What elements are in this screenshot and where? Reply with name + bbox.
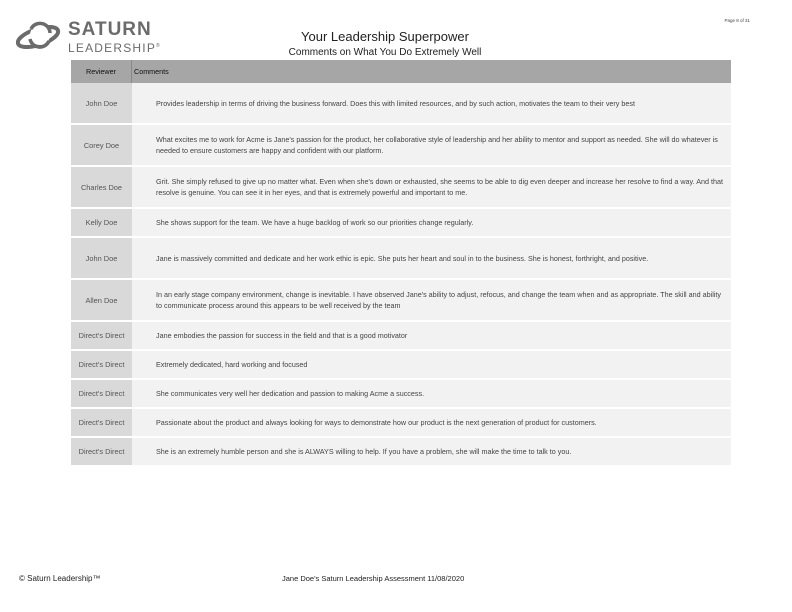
table-row — [71, 167, 731, 209]
reviewer-cell: Direct's Direct — [71, 322, 132, 351]
table-row — [71, 209, 731, 238]
reviewer-cell: John Doe — [71, 83, 132, 125]
page-number: Page 8 of 31 — [724, 18, 750, 23]
comment-cell: She communicates very well her dedication and passion to making Acme a success. — [132, 380, 731, 409]
footer-copyright: © Saturn Leadership™ — [19, 574, 101, 583]
reviewer-cell: Corey Doe — [71, 125, 132, 167]
reviewer-cell: Kelly Doe — [71, 209, 132, 238]
column-header-reviewer: Reviewer — [71, 60, 132, 83]
comment-cell: Passionate about the product and always looking for ways to demonstrate how our product is the next generation of product for customers. — [132, 409, 731, 438]
table-header-row — [71, 60, 731, 83]
reviewer-cell: Direct's Direct — [71, 409, 132, 438]
comment-cell: Jane is massively committed and dedicate and her work ethic is epic. She puts her heart and soul in to the business. She is honest, forthright, and positive. — [132, 238, 731, 280]
page-subtitle: Comments on What You Do Extremely Well — [288, 47, 482, 58]
page-heading — [200, 29, 570, 58]
reviewer-cell: Charles Doe — [71, 167, 132, 209]
reviewer-cell: Direct's Direct — [71, 380, 132, 409]
logo-wordmark-leadership: LEADERSHIP® — [68, 41, 161, 55]
column-header-comments: Comments — [132, 60, 731, 83]
reviewer-cell: Allen Doe — [71, 280, 132, 322]
comment-cell: Provides leadership in terms of driving the business forward. Does this with limited resources, and by such action, motivates the team to their very best — [132, 83, 731, 125]
table-row — [71, 238, 731, 280]
saturn-planet-icon — [16, 17, 66, 57]
reviewer-cell: John Doe — [71, 238, 132, 280]
comment-cell: In an early stage company environment, change is inevitable. I have observed Jane's ability to adjust, refocus, and change the team when and as appropriate. The skill and ability to communicate process around this appears to be well received by the team — [132, 280, 731, 322]
table-row — [71, 280, 731, 322]
table-row — [71, 351, 731, 380]
comment-cell: What excites me to work for Acme is Jane's passion for the product, her collaborative style of leadership and her ability to mentor and support as needed. She will do whatever is needed to ensure customers are happy and confident with our platform. — [132, 125, 731, 167]
footer-assessment-label: Jane Doe's Saturn Leadership Assessment 11/08/2020 — [282, 574, 465, 583]
comment-cell: She shows support for the team. We have a huge backlog of work so our priorities change regularly. — [132, 209, 731, 238]
comment-cell: Jane embodies the passion for success in the field and that is a good motivator — [132, 322, 731, 351]
comment-cell: Grit. She simply refused to give up no matter what. Even when she's down or exhausted, she seems to be able to dig even deeper and increase her resolve to find a way. And that resolve is genuine. You can see it in her eyes, and that is extremely powerful and important to me. — [132, 167, 731, 209]
comment-cell: She is an extremely humble person and she is ALWAYS willing to help. If you have a problem, she will make the time to talk to you. — [132, 438, 731, 467]
reviewer-cell: Direct's Direct — [71, 351, 132, 380]
page-title: Your Leadership Superpower — [301, 29, 469, 44]
logo-wordmark-saturn: SATURN — [68, 19, 152, 40]
table-row — [71, 409, 731, 438]
table-row — [71, 438, 731, 467]
comments-table — [71, 60, 731, 467]
table-row — [71, 83, 731, 125]
table-row — [71, 380, 731, 409]
saturn-leadership-logo — [16, 17, 161, 57]
reviewer-cell: Direct's Direct — [71, 438, 132, 467]
comment-cell: Extremely dedicated, hard working and focused — [132, 351, 731, 380]
table-row — [71, 125, 731, 167]
table-row — [71, 322, 731, 351]
